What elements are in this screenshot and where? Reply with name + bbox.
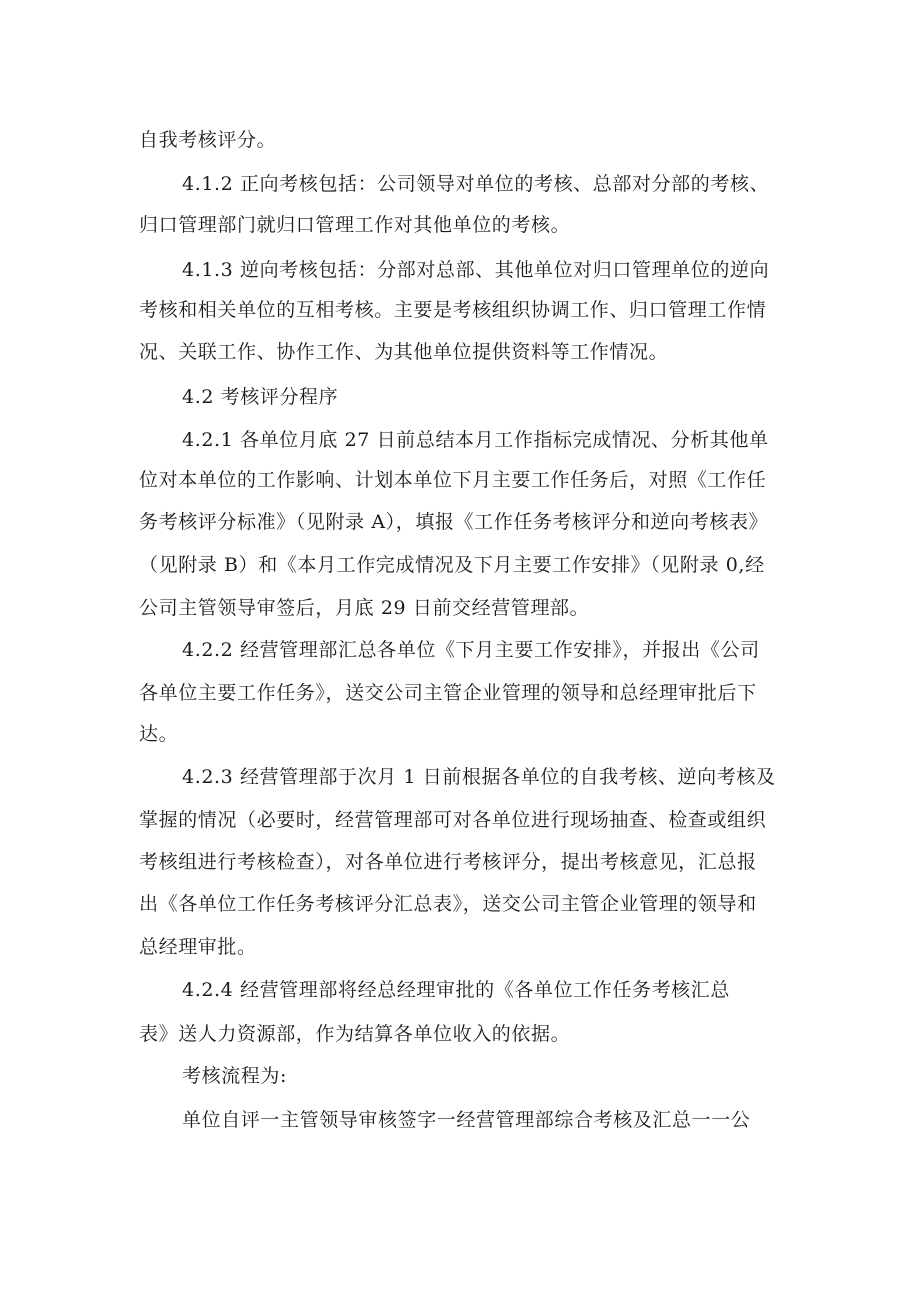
- text-line: 4.2.3 经营管理部于次月 1 日前根据各单位的自我考核、逆向考核及: [182, 766, 776, 788]
- text-line: 位对本单位的工作影响、计划本单位下月主要工作任务后，对照《工作任: [139, 469, 767, 491]
- text-line: 考核流程为:: [182, 1065, 288, 1087]
- text-line: 4.1.2 正向考核包括：公司领导对单位的考核、总部对分部的考核、: [182, 173, 770, 195]
- text-line: 总经理审批。: [139, 936, 257, 958]
- text-line: 达。: [139, 723, 179, 745]
- text-line: 4.2.2 经营管理部汇总各单位《下月主要工作安排》，并报出《公司: [182, 639, 760, 661]
- text-line: 4.2.4 经营管理部将经总经理审批的《各单位工作任务考核汇总: [182, 979, 730, 1001]
- text-line: 表》送人力资源部，作为结算各单位收入的依据。: [139, 1023, 571, 1045]
- text-line: 4.1.3 逆向考核包括：分部对总部、其他单位对归口管理单位的逆向: [182, 259, 770, 281]
- text-line: 考核和相关单位的互相考核。主要是考核组织协调工作、归口管理工作情: [139, 299, 767, 321]
- text-line: 4.2.1 各单位月底 27 日前总结本月工作指标完成情况、分析其他单: [182, 429, 769, 451]
- text-line: 考核组进行考核检查），对各单位进行考核评分，提出考核意见，汇总报: [139, 851, 757, 873]
- text-line: 务考核评分标准》（见附录 A），填报《工作任务考核评分和逆向考核表》: [139, 511, 769, 533]
- text-line: 出《各单位工作任务考核评分汇总表》，送交公司主管企业管理的领导和: [139, 893, 757, 915]
- text-line: 自我考核评分。: [139, 129, 277, 151]
- text-line: 各单位主要工作任务》，送交公司主管企业管理的领导和总经理审批后下: [139, 682, 757, 704]
- text-line: 归口管理部门就归口管理工作对其他单位的考核。: [139, 214, 571, 236]
- text-line: （见附录 B）和《本月工作完成情况及下月主要工作安排》（见附录 0,经: [139, 554, 765, 576]
- section-heading: 4.2 考核评分程序: [182, 386, 339, 408]
- text-line: 单位自评一主管领导审核签字一经营管理部综合考核及汇总一一公: [182, 1109, 751, 1131]
- text-line: 况、关联工作、协作工作、为其他单位提供资料等工作情况。: [139, 341, 669, 363]
- text-line: 公司主管领导审签后，月底 29 日前交经营管理部。: [139, 597, 590, 619]
- text-line: 掌握的情况（必要时，经营管理部可对各单位进行现场抽查、检查或组织: [139, 809, 767, 831]
